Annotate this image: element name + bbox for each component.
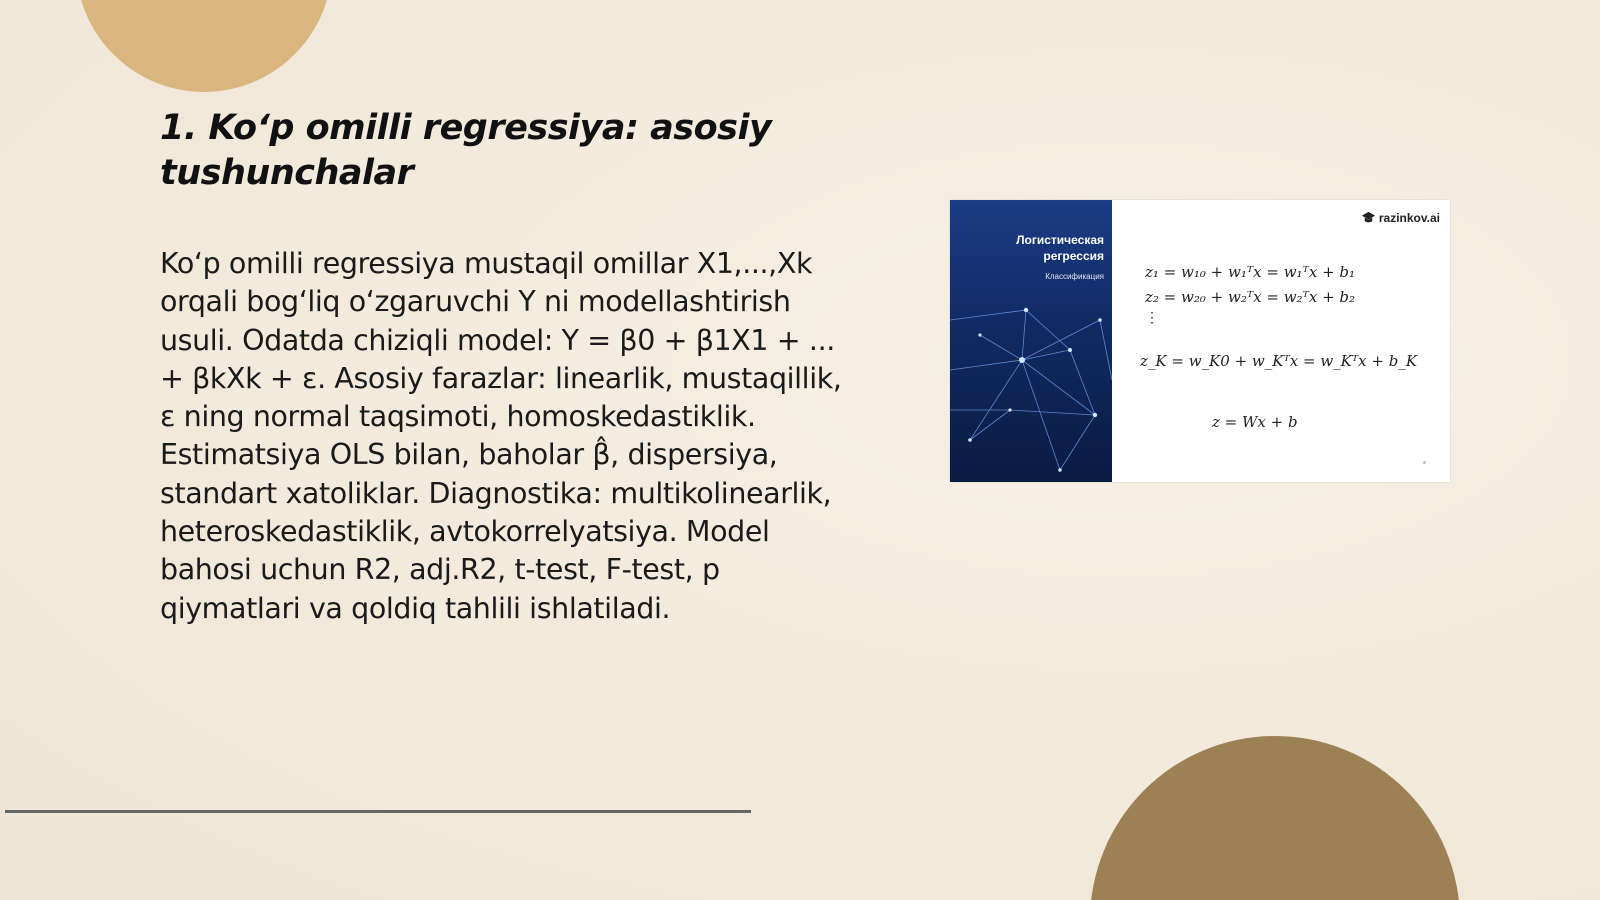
equation-z1: z₁ = w₁₀ + w₁ᵀx = w₁ᵀx + b₁ [1145,263,1356,281]
equation-zk: z_K = w_K0 + w_Kᵀx = w_Kᵀx + b_K [1140,352,1418,370]
decorative-circle-bottom [1090,736,1460,900]
equation-vertical-dots: ⋮ [1145,310,1159,326]
logistic-regression-figure [950,200,1450,482]
equation-matrix-form: z = Wx + b [1212,413,1298,431]
equation-z2: z₂ = w₂₀ + w₂ᵀx = w₂ᵀx + b₂ [1145,288,1356,306]
slide-title: 1. Ko‘p omilli regressiya: asosiy tushunchalar [160,108,772,193]
decorative-circle-top [76,0,332,92]
cover-title: Логистическая регрессия [1016,233,1104,263]
network-graphic-icon [950,290,1112,482]
graduation-cap-icon [1361,210,1376,225]
razinkov-logo [1361,210,1440,225]
logo-text: razinkov.ai [1378,210,1440,225]
decorative-dot [1423,461,1426,464]
course-cover [950,200,1112,482]
cover-subtitle: Классификация [1045,272,1104,281]
slide-body-text: Ko‘p omilli regressiya mustaqil omillar X1,...,Xk orqali bog‘liq o‘zgaruvchi Y ni modellashtirish usuli. Odatda chiziqli model: Y = β0 + β1X1 + ... + βkXk + ε. Asosiy farazlar: linearlik, mustaqillik, ε ning normal taqsimoti, homoskedastiklik. Estimatsiya OLS bilan, baholar β̂, dispersiya, standart xatoliklar. Diagnostika: multikolinearlik, heteroskedastiklik, avtokorrelyatsiya. Model bahosi uchun R2, adj.R2, t-test, F-test, p qiymatlari va qoldiq tahlili ishlatiladi. [160,247,842,625]
divider-line [5,810,751,813]
